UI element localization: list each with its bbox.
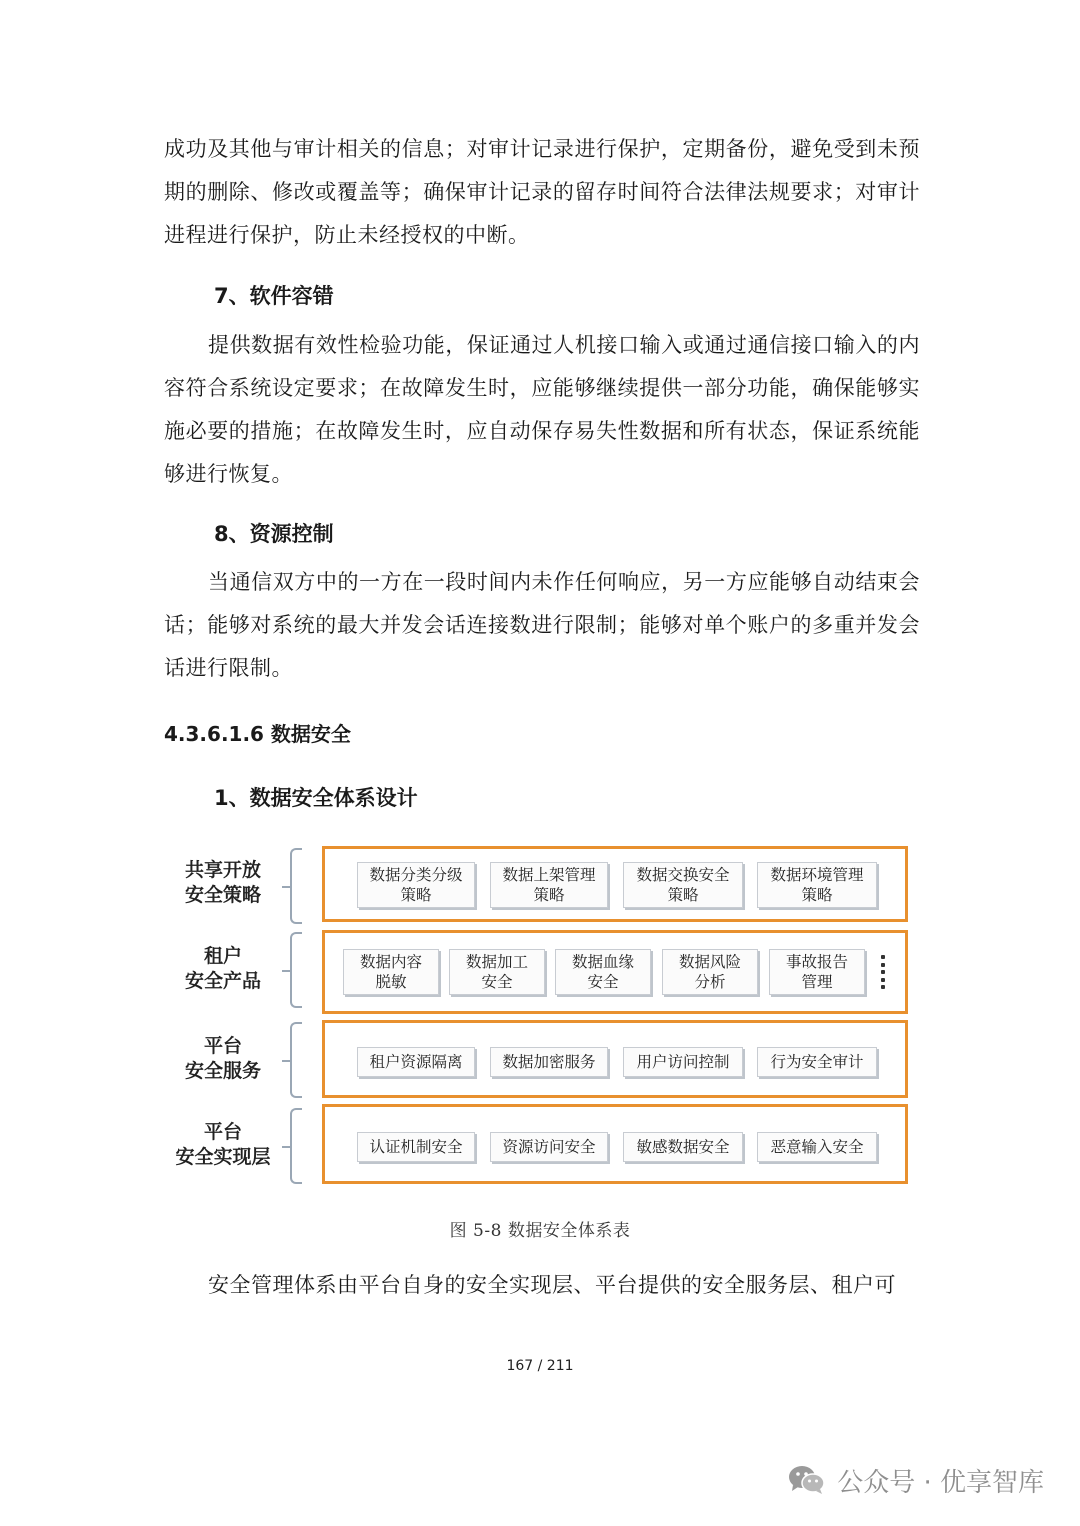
layer-label: 租户 安全产品	[184, 945, 261, 992]
layer-item: 数据交换安全 策略	[623, 862, 743, 908]
layer-bracket	[290, 1022, 302, 1098]
data-security-diagram	[164, 842, 914, 1192]
layer-item: 数据血缘 安全	[555, 949, 651, 995]
layer-label: 平台 安全实现层	[175, 1121, 271, 1168]
layer-item: 数据上架管理 策略	[490, 862, 608, 908]
layer-item: 资源访问安全	[490, 1132, 608, 1162]
layer-item: 用户访问控制	[623, 1047, 743, 1077]
layer-bracket	[290, 932, 302, 1008]
heading-data-security-design: 1、数据安全体系设计	[214, 786, 418, 810]
page-number: 167 / 211	[506, 1358, 574, 1374]
layer-item: 数据加工 安全	[449, 949, 545, 995]
layer-item: 租户资源隔离	[357, 1047, 475, 1077]
layer-item: 数据分类分级 策略	[357, 862, 475, 908]
layer-item: 数据内容 脱敏	[343, 949, 439, 995]
layer-box-platform-implementation	[322, 1104, 908, 1184]
heading-software-fault-tolerance: 7、软件容错	[214, 284, 334, 308]
layer-item: 数据风险 分析	[662, 949, 758, 995]
layer-item: 事故报告 管理	[769, 949, 865, 995]
layer-label: 共享开放 安全策略	[184, 859, 261, 906]
watermark	[787, 1458, 1044, 1502]
paragraph-audit: 成功及其他与审计相关的信息；对审计记录进行保护，定期备份，避免受到未预期的删除、修改或覆盖等；确保审计记录的留存时间符合法律法规要求；对审计进程进行保护，防止未经授权的中断。	[164, 137, 920, 247]
layer-bracket	[290, 848, 302, 924]
layer-item: 数据加密服务	[490, 1047, 608, 1077]
layer-box-platform-services	[322, 1020, 908, 1098]
more-items-indicator	[881, 955, 885, 989]
watermark-text: 公众号 · 优享智库	[837, 1467, 1044, 1498]
heading-resource-control: 8、资源控制	[214, 522, 334, 546]
layer-item: 数据环境管理 策略	[757, 862, 877, 908]
wechat-icon	[787, 1463, 827, 1497]
layer-item: 行为安全审计	[757, 1047, 877, 1077]
paragraph-fault-tolerance: 提供数据有效性检验功能，保证通过人机接口输入或通过通信接口输入的内容符合系统设定要求；在故障发生时，应能够继续提供一部分功能，确保能够实施必要的措施；在故障发生时，应自动保存易失性数据和所有状态，保证系统能够进行恢复。	[164, 333, 920, 486]
paragraph-resource-control: 当通信双方中的一方在一段时间内未作任何响应，另一方应能够自动结束会话；能够对系统的最大并发会话连接数进行限制；能够对单个账户的多重并发会话进行限制。	[164, 570, 920, 680]
figure-caption: 图 5-8 数据安全体系表	[449, 1221, 631, 1241]
layer-bracket	[290, 1108, 302, 1184]
section-heading-data-security: 4.3.6.1.6 数据安全	[164, 722, 351, 746]
layer-item: 恶意输入安全	[757, 1132, 877, 1162]
layer-item: 认证机制安全	[357, 1132, 475, 1162]
paragraph-security-management: 安全管理体系由平台自身的安全实现层、平台提供的安全服务层、租户可	[208, 1273, 896, 1297]
layer-box-open-sharing	[322, 846, 908, 922]
layer-box-tenant-products	[322, 930, 908, 1014]
layer-label: 平台 安全服务	[184, 1035, 261, 1082]
layer-item: 敏感数据安全	[623, 1132, 743, 1162]
